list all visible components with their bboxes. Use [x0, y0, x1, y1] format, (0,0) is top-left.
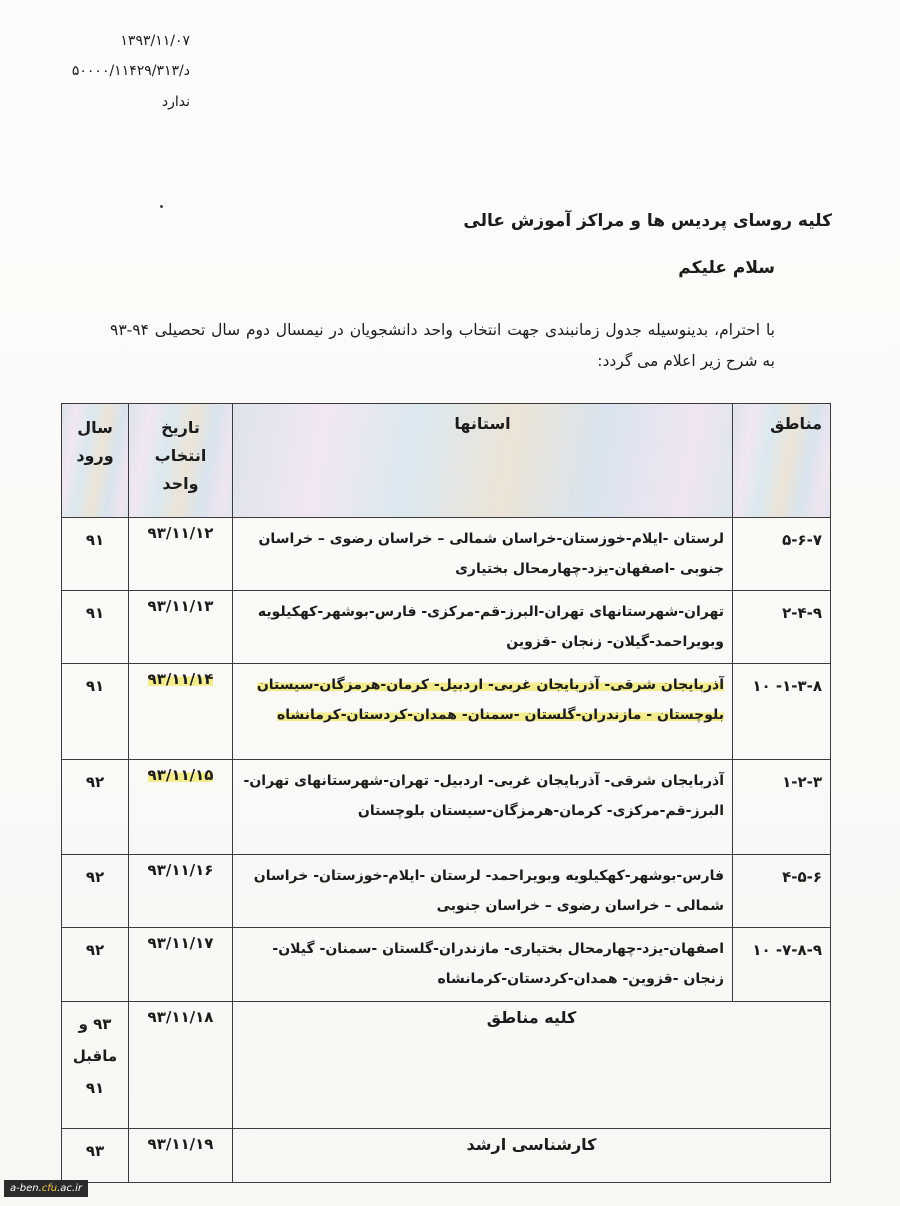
- table-row: [62, 664, 831, 760]
- ink-dot: [160, 205, 163, 208]
- letter-number: د/۵۰۰۰۰/۱۱۴۲۹/۳۱۳: [71, 63, 190, 79]
- row-year: ۹۱: [62, 664, 129, 760]
- row-year: ۹۳ و ماقبل ۹۱: [62, 1002, 129, 1129]
- table-row: [62, 1002, 831, 1129]
- row-year: ۹۳: [62, 1129, 129, 1183]
- row-date: ۹۳/۱۱/۱۳: [129, 591, 233, 664]
- row-year: ۹۲: [62, 928, 129, 1002]
- row-region: ۱-۲-۳: [733, 760, 831, 855]
- row-date: [129, 760, 233, 855]
- table-row: [62, 928, 831, 1002]
- row-provinces: لرستان -ایلام-خوزستان-خراسان شمالی – خراسان رضوی – خراسان جنوبی -اصفهان-یزد-چهارمحال بختیاری: [233, 518, 733, 591]
- table-row: [62, 591, 831, 664]
- table-row: [62, 1129, 831, 1183]
- header-region: مناطق: [733, 404, 831, 518]
- letter-attachment: ندارد: [161, 94, 190, 110]
- row-year: ۹۱: [62, 591, 129, 664]
- row-region: ۷-۸-۹- ۱۰: [733, 928, 831, 1002]
- row-date: ۹۳/۱۱/۱۹: [129, 1129, 233, 1183]
- table-header-row: [62, 404, 831, 518]
- header-date: تاریخ انتخاب واحد: [129, 404, 233, 518]
- row-year: ۹۱: [62, 518, 129, 591]
- row-all-regions: کلیه مناطق: [233, 1002, 831, 1129]
- row-year: ۹۲: [62, 855, 129, 928]
- site-suffix: .ac.ir: [57, 1183, 82, 1194]
- row-date: ۹۳/۱۱/۱۸: [129, 1002, 233, 1129]
- row-year: ۹۲: [62, 760, 129, 855]
- row-provinces: اصفهان-یزد-چهارمحال بختیاری- مازندران-گلستان -سمنان- گیلان- زنجان -قزوین- همدان-کردستان-کرمانشاه: [233, 928, 733, 1002]
- row-region: ۱-۳-۸- ۱۰: [733, 664, 831, 760]
- site-watermark: [4, 1180, 88, 1197]
- letter-date: ۱۳۹۳/۱۱/۰۷: [120, 33, 190, 49]
- letter-intro: با احترام، بدینوسیله جدول زمانبندی جهت انتخاب واحد دانشجویان در نیمسال دوم سال تحصیلی ۹۴-۹۳ به شرح زیر اعلام می گردد:: [110, 321, 775, 370]
- row-region: ۵-۶-۷: [733, 518, 831, 591]
- site-accent: cfu: [41, 1183, 58, 1194]
- row-date: ۹۳/۱۱/۱۶: [129, 855, 233, 928]
- letter-addressee: کلیه روسای پردیس ها و مراکز آموزش عالی: [463, 211, 832, 231]
- letter-greeting: سلام علیکم: [678, 258, 775, 278]
- schedule-table: [61, 403, 831, 1183]
- table-row: [62, 855, 831, 928]
- table-row: [62, 518, 831, 591]
- header-year: سال ورود: [62, 404, 129, 518]
- row-date: ۹۳/۱۱/۱۷: [129, 928, 233, 1002]
- site-prefix: a-ben.: [10, 1183, 42, 1194]
- row-provinces: آذربایجان شرقی- آذربایجان غربی- اردبیل- تهران-شهرستانهای تهران-البرز-قم-مرکزی- کرمان-هرمزگان-سیستان بلوچستان: [233, 760, 733, 855]
- row-provinces-text: آذربایجان شرقی- آذربایجان غربی- اردبیل- کرمان-هرمزگان-سیستان بلوچستان - مازندران-گلستان -سمنان- همدان-کردستان-کرمانشاه: [256, 677, 724, 723]
- row-region: ۴-۵-۶: [733, 855, 831, 928]
- row-masters: کارشناسی ارشد: [233, 1129, 831, 1183]
- row-provinces: تهران-شهرستانهای تهران-البرز-قم-مرکزی- فارس-بوشهر-کهکیلویه وبویراحمد-گیلان- زنجان -قزوین: [233, 591, 733, 664]
- header-provinces: استانها: [233, 404, 733, 518]
- row-provinces: فارس-بوشهر-کهکیلویه وبویراحمد- لرستان -ایلام-خوزستان- خراسان شمالی – خراسان رضوی – خراسان جنوبی: [233, 855, 733, 928]
- row-date-text: ۹۳/۱۱/۱۵: [147, 766, 214, 784]
- table-row: [62, 760, 831, 855]
- row-provinces: [233, 664, 733, 760]
- row-date-text: ۹۳/۱۱/۱۴: [147, 670, 214, 688]
- row-date: [129, 664, 233, 760]
- row-date: ۹۳/۱۱/۱۲: [129, 518, 233, 591]
- row-region: ۲-۴-۹: [733, 591, 831, 664]
